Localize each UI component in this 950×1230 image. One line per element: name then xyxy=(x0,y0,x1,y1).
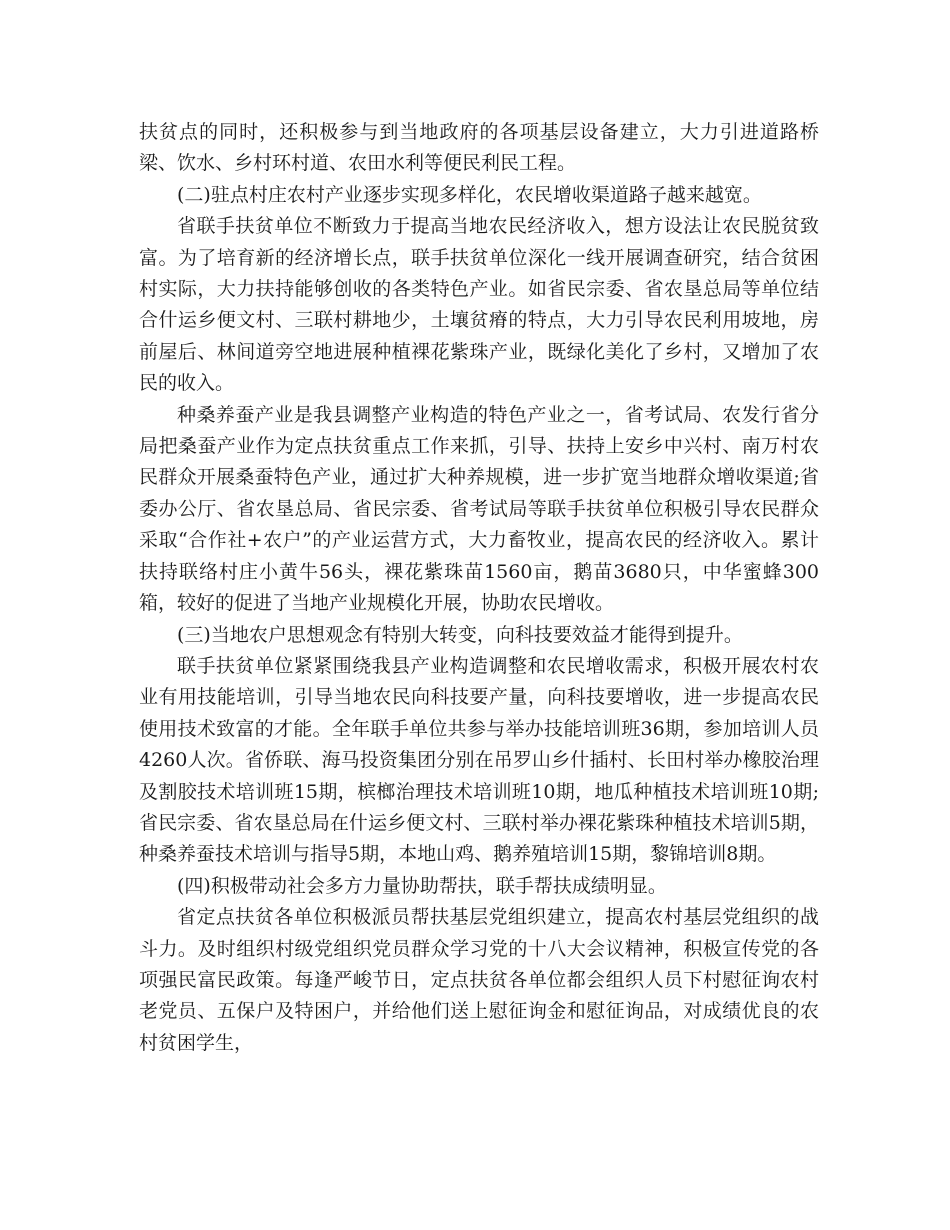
paragraph-sericulture: 种桑养蚕产业是我县调整产业构造的特色产业之一，省考试局、农发行省分局把桑蚕产业作为定点扶贫重点工作来抓，引导、扶持上安乡中兴村、南万村农民群众开展桑蚕特色产业，通过扩大种养规模，进一步扩宽当地群众增收渠道;省委办公厅、省农垦总局、省民宗委、省考试局等联手扶贫单位积极引导农民群众采取“合作社+农户”的产业运营方式，大力畜牧业，提高农民的经济收入。累计扶持联络村庄小黄牛56头，裸花紫珠苗1560亩，鹅苗3680只，中华蜜蜂300箱，较好的促进了当地产业规模化开展，协助农民增收。 xyxy=(139,403,819,615)
paragraph-skills-training: 联手扶贫单位紧紧围绕我县产业构造调整和农民增收需求，积极开展农村农业有用技能培训，引导当地农民向科技要产量，向科技要增收，进一步提高农民使用技术致富的才能。全年联手单位共参与举办技能培训班36期，参加培训人员4260人次。省侨联、海马投资集团分别在吊罗山乡什插村、长田村举办橡胶治理及割胶技术培训班15期，槟榔治理技术培训班10期，地瓜种植技术培训班10期;省民宗委、省农垦总局在什运乡便文村、三联村举办裸花紫珠种植技术培训5期，种桑养蚕技术培训与指导5期，本地山鸡、鹅养殖培训15期，黎锦培训8期。 xyxy=(139,654,819,866)
paragraph-party-building: 省定点扶贫各单位积极派员帮扶基层党组织建立，提高农村基层党组织的战斗力。及时组织村级党组织党员群众学习党的十八大会议精神，积极宣传党的各项强民富民政策。每逢严峻节日，定点扶贫各单位都会组织人员下村慰征询农村老党员、五保户及特困户，并给他们送上慰征询金和慰征询品，对成绩优良的农村贫困学生， xyxy=(139,906,819,1054)
paragraph-special-industry: 省联手扶贫单位不断致力于提高当地农民经济收入，想方设法让农民脱贫致富。为了培育新的经济增长点，联手扶贫单位深化一线开展调查研究，结合贫困村实际，大力扶持能够创收的各类特色产业。如省民宗委、省农垦总局等单位结合什运乡便文村、三联村耕地少，土壤贫瘠的特点，大力引导农民利用坡地，房前屋后、林间道旁空地进展种植裸花紫珠产业，既绿化美化了乡村，又增加了农民的收入。 xyxy=(139,215,819,395)
section-heading-4: (四)积极带动社会多方力量协助帮扶，联手帮扶成绩明显。 xyxy=(177,874,667,897)
document-body xyxy=(139,117,819,1059)
section-heading-2: (二)驻点村庄农村产业逐步实现多样化，农民增收渠道路子越来越宽。 xyxy=(177,183,762,206)
section-heading-3: (三)当地农户思想观念有特别大转变，向科技要效益才能得到提升。 xyxy=(177,623,743,646)
paragraph-continuation: 扶贫点的同时，还积极参与到当地政府的各项基层设备建立，大力引进道路桥梁、饮水、乡村环村道、农田水利等便民利民工程。 xyxy=(139,121,819,175)
